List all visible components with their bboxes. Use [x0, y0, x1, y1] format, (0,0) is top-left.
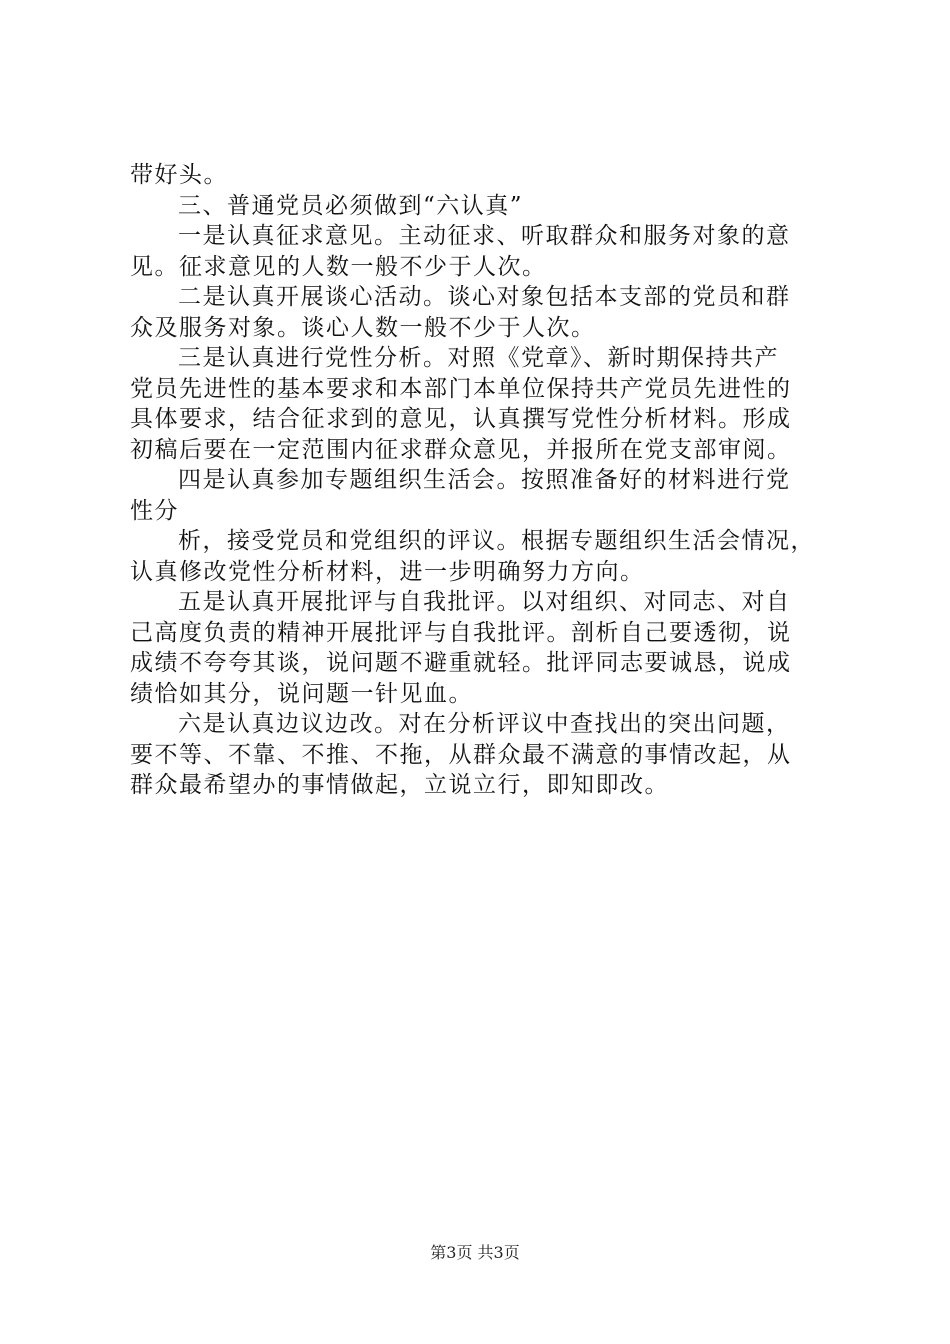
body-text-line: 成绩不夸夸其谈，说问题不避重就轻。批评同志要诚恳，说成	[130, 650, 792, 676]
body-text-line: 五是认真开展批评与自我批评。以对组织、对同志、对自	[178, 589, 791, 615]
body-text-line: 己高度负责的精神开展批评与自我批评。剖析自己要透彻，说	[130, 619, 792, 646]
body-text-line: 三是认真进行党性分析。对照《党章》、新时期保持共产	[178, 345, 779, 371]
body-text-line: 众及服务对象。谈心人数一般不少于人次。	[130, 314, 596, 341]
body-text-line: 带好头。	[130, 162, 228, 188]
body-text-line: 党员先进性的基本要求和本部门本单位保持共产党员先进性的	[130, 375, 792, 402]
body-text-line: 具体要求，结合征求到的意见，认真撰写党性分析材料。形成	[130, 406, 792, 432]
body-text-line: 绩恰如其分，说问题一针见血。	[130, 680, 473, 707]
body-text-line: 群众最希望办的事情做起，立说立行，即知即改。	[130, 772, 669, 798]
body-text-line: 二是认真开展谈心活动。谈心对象包括本支部的党员和群	[178, 284, 791, 310]
body-text-line: 见。征求意见的人数一般不少于人次。	[130, 253, 547, 280]
body-text-line: 认真修改党性分析材料，进一步明确努力方向。	[130, 558, 645, 585]
body-text-line: 性分	[130, 497, 179, 524]
body-text-line: 三、普通党员必须做到“六认真”	[178, 192, 524, 219]
document-body	[130, 160, 830, 801]
body-text-line: 要不等、不靠、不推、不拖，从群众最不满意的事情改起，从	[130, 741, 792, 768]
body-text-line: 析，接受党员和党组织的评议。根据专题组织生活会情况，	[178, 528, 815, 554]
page-footer: 第3页 共3页	[430, 1243, 520, 1262]
body-text-line: 初稿后要在一定范围内征求群众意见，并报所在党支部审阅。	[130, 436, 792, 463]
body-text-line: 一是认真征求意见。主动征求、听取群众和服务对象的意	[178, 223, 791, 249]
body-text-line: 六是认真边议边改。对在分析评议中查找出的突出问题，	[178, 711, 791, 737]
body-text-line: 四是认真参加专题组织生活会。按照准备好的材料进行党	[178, 467, 791, 493]
